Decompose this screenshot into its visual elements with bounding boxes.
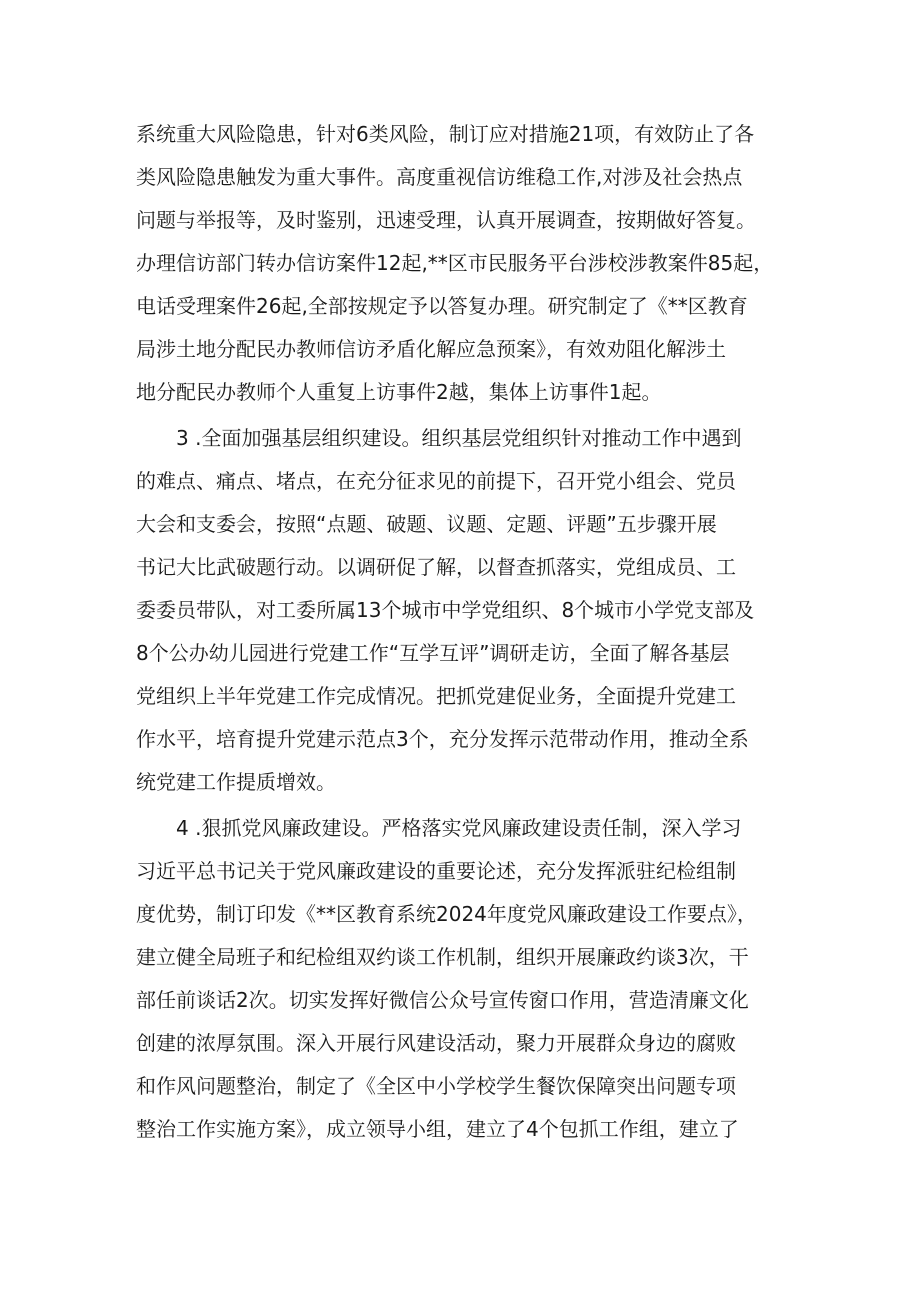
section-heading-line: 4 .狠抓党风廉政建设。严格落实党风廉政建设责任制，深入学习 bbox=[176, 816, 742, 840]
text-line: 的难点、痛点、堵点，在充分征求见的前提下，召开党小组会、党员 bbox=[136, 469, 736, 493]
text-line: 地分配民办教师个人重复上访事件2越，集体上访事件1起。 bbox=[136, 380, 662, 404]
text-line: 整治工作实施方案》，成立领导小组，建立了4个包抓工作组，建立了 bbox=[136, 1117, 739, 1141]
text-line: 统党建工作提质增效。 bbox=[136, 770, 336, 794]
text-line: 书记大比武破题行动。以调研促了解，以督查抓落实，党组成员、工 bbox=[136, 555, 736, 579]
text-line: 局涉土地分配民办教师信访矛盾化解应急预案》，有效劝阻化解涉土 bbox=[136, 337, 726, 361]
text-line: 8个公办幼儿园进行党建工作“互学互评”调研走访，全面了解各基层 bbox=[136, 641, 730, 665]
text-line: 建立健全局班子和纪检组双约谈工作机制，组织开展廉政约谈3次，干 bbox=[136, 945, 749, 969]
text-line: 办理信访部门转办信访案件12起,**区市民服务平台涉校涉教案件85起， bbox=[136, 251, 774, 275]
text-line: 部任前谈话2次。切实发挥好微信公众号宣传窗口作用，营造清廉文化 bbox=[136, 988, 749, 1012]
text-line: 作水平，培育提升党建示范点3个，充分发挥示范带动作用，推动全系 bbox=[136, 727, 749, 751]
text-line: 委委员带队，对工委所属13个城市中学党组织、8个城市小学党支部及 bbox=[136, 598, 755, 622]
text-line: 度优势，制订印发《**区教育系统2024年度党风廉政建设工作要点》， bbox=[136, 902, 757, 926]
text-line: 电话受理案件26起,全部按规定予以答复办理。研究制定了《**区教育 bbox=[136, 294, 748, 318]
text-line: 习近平总书记关于党风廉政建设的重要论述，充分发挥派驻纪检组制 bbox=[136, 859, 736, 883]
section-heading-line: 3 .全面加强基层组织建设。组织基层党组织针对推动工作中遇到 bbox=[176, 426, 742, 450]
text-line: 党组织上半年党建工作完成情况。把抓党建促业务，全面提升党建工 bbox=[136, 684, 736, 708]
text-line: 问题与举报等，及时鉴别，迅速受理，认真开展调查，按期做好答复。 bbox=[136, 208, 756, 232]
text-line: 大会和支委会，按照“点题、破题、议题、定题、评题”五步骤开展 bbox=[136, 512, 717, 536]
text-line: 系统重大风险隐患，针对6类风险，制订应对措施21项，有效防止了各 bbox=[136, 122, 755, 146]
text-line: 和作风问题整治，制定了《全区中小学校学生餐饮保障突出问题专项 bbox=[136, 1074, 736, 1098]
text-line: 创建的浓厚氛围。深入开展行风建设活动，聚力开展群众身边的腐败 bbox=[136, 1031, 736, 1055]
text-line: 类风险隐患触发为重大事件。高度重视信访维稳工作,对涉及社会热点 bbox=[136, 165, 743, 189]
